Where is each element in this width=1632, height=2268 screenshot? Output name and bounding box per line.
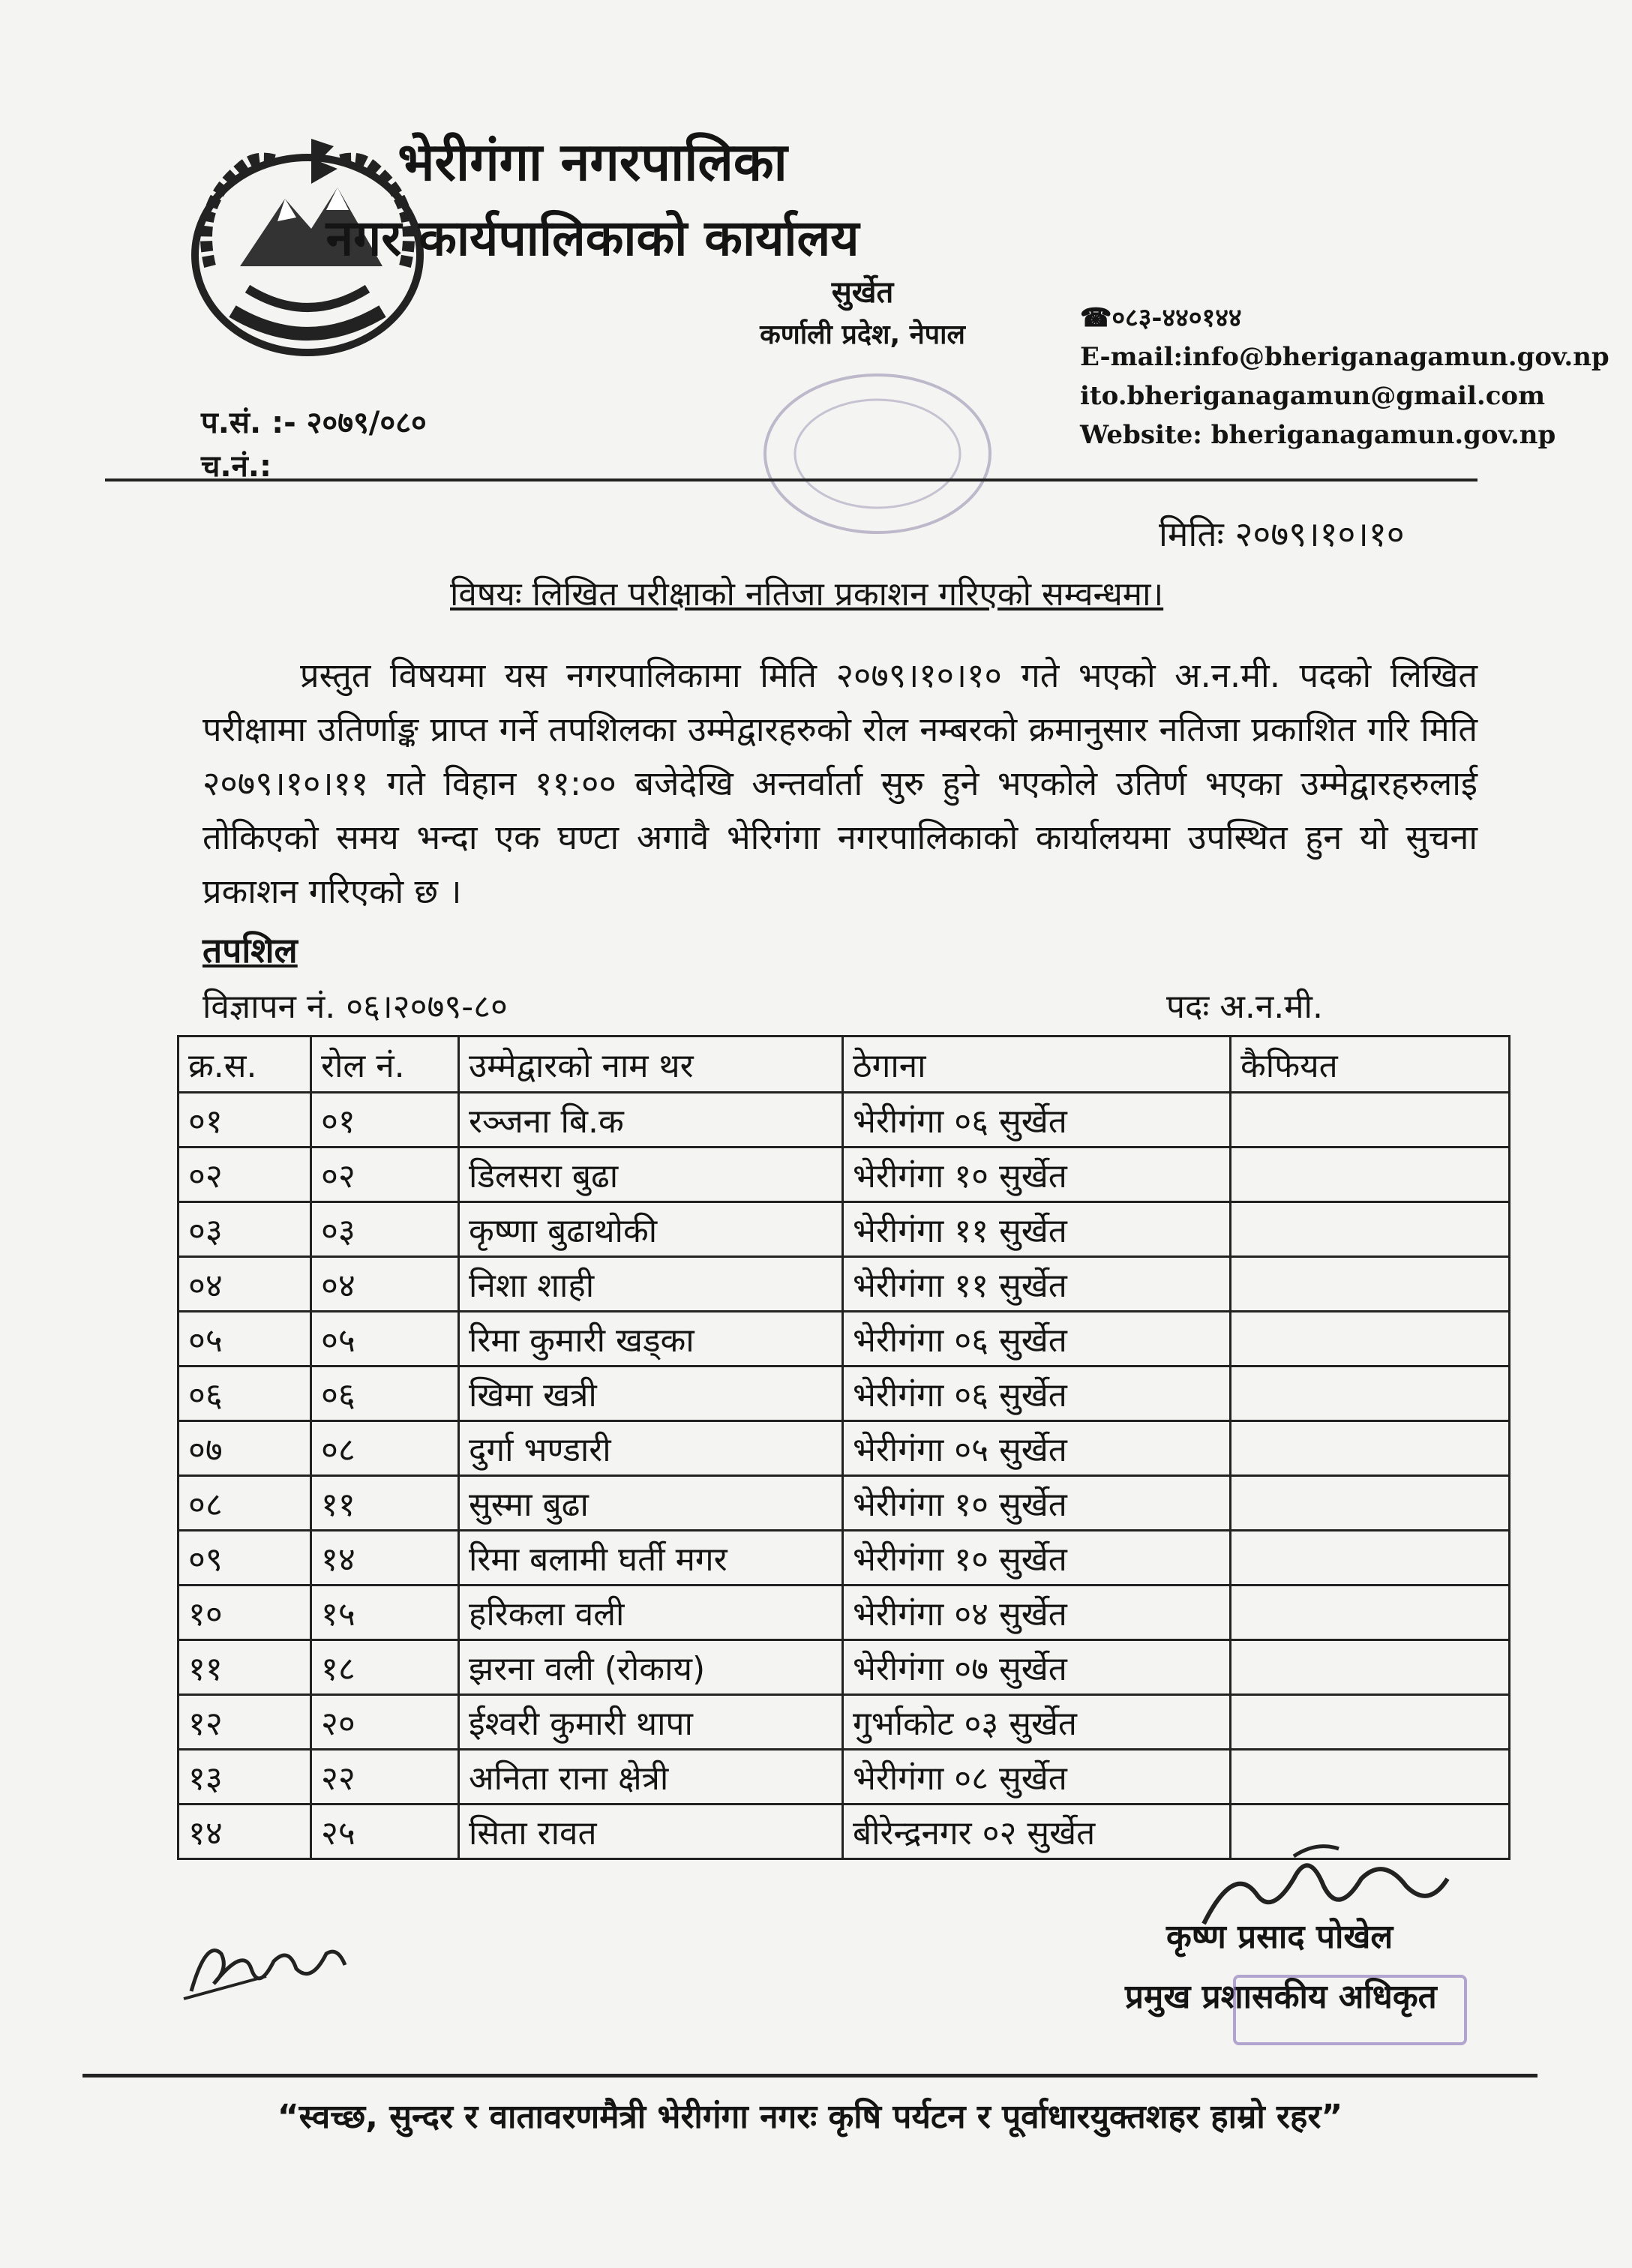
table-row (178, 1695, 1510, 1750)
cell-roll: १५ (311, 1586, 459, 1640)
office-stamp-icon (742, 360, 1012, 548)
cell-remarks (1231, 1257, 1510, 1312)
table-row (178, 1093, 1510, 1148)
city: सुर्खेत (831, 275, 894, 310)
cell-address: भेरीगंगा ०६ सुर्खेत (843, 1312, 1231, 1366)
cell-remarks (1231, 1312, 1510, 1366)
cell-sn: १० (178, 1586, 311, 1640)
details-heading: तपशिल (202, 930, 298, 970)
cell-roll: २० (311, 1695, 459, 1750)
signatory-designation: प्रमुख प्रशासकीय अधिकृत (1125, 1978, 1437, 2016)
table-row (178, 1257, 1510, 1312)
table-row (178, 1640, 1510, 1695)
cell-remarks (1231, 1531, 1510, 1586)
cell-roll: ०५ (311, 1312, 459, 1366)
cell-name: झरना वली (रोकाय) (459, 1640, 843, 1695)
cell-remarks (1231, 1421, 1510, 1476)
column-header-name: उम्मेद्वारको नाम थर (459, 1036, 843, 1093)
cell-address: भेरीगंगा ०५ सुर्खेत (843, 1421, 1231, 1476)
cell-roll: ०६ (311, 1366, 459, 1421)
table-row (178, 1202, 1510, 1257)
office-name: नगर कार्यपालिकाको कार्यालय (326, 209, 860, 267)
cell-remarks (1231, 1202, 1510, 1257)
cell-sn: ०३ (178, 1202, 311, 1257)
notice-body: प्रस्तुत विषयमा यस नगरपालिकामा मिति २०७९।१०।१० गते भएको अ.न.मी. पदको लिखित परीक्षामा उतिर्णाङ्क प्राप्त गर्ने तपशिलका उम्मेद्वारहरुको रोल नम्बरको क्रमानुसार नतिजा प्रकाशित गरि मिति २०७९।१०।११ गते विहान ११:०० बजेदेखि अन्तर्वार्ता सुरु हुने भएकोले उतिर्ण भएका उम्मेद्वारहरुलाई तोकिएको समय भन्दा एक घण्टा अगावै भेरिगंगा नगरपालिकाको कार्यालयमा उपस्थित हुन यो सुचना प्रकाशन गरिएको छ । (202, 656, 1478, 911)
cell-sn: १३ (178, 1750, 311, 1804)
column-header-remarks: कैफियत (1231, 1036, 1510, 1093)
cell-name: रिमा कुमारी खड्का (459, 1312, 843, 1366)
cell-name: सिता रावत (459, 1804, 843, 1859)
province: कर्णाली प्रदेश, नेपाल (760, 320, 965, 350)
cell-address: भेरीगंगा १० सुर्खेत (843, 1148, 1231, 1202)
column-header-roll: रोल नं. (311, 1036, 459, 1093)
table-row (178, 1421, 1510, 1476)
cell-address: भेरीगंगा ०७ सुर्खेत (843, 1640, 1231, 1695)
cell-name: डिलसरा बुढा (459, 1148, 843, 1202)
cell-roll: ०१ (311, 1093, 459, 1148)
table-row (178, 1366, 1510, 1421)
cell-address: भेरीगंगा ११ सुर्खेत (843, 1257, 1231, 1312)
cell-sn: १२ (178, 1695, 311, 1750)
cell-sn: ११ (178, 1640, 311, 1695)
footer-divider (82, 2074, 1538, 2078)
cell-roll: ०३ (311, 1202, 459, 1257)
website: Website: bheriganagamun.gov.np (1080, 420, 1556, 450)
signature-left-icon (176, 1924, 356, 2006)
signatory-name: कृष्ण प्रसाद पोखेल (1166, 1918, 1394, 1956)
cell-address: भेरीगंगा ०६ सुर्खेत (843, 1366, 1231, 1421)
column-header-address: ठेगाना (843, 1036, 1231, 1093)
table-row (178, 1531, 1510, 1586)
footer-slogan: “स्वच्छ, सुन्दर र वातावरणमैत्री भेरीगंगा नगरः कृषि पर्यटन र पूर्वाधारयुक्तशहर हाम्रो रहर” (277, 2098, 1343, 2136)
cell-roll: १४ (311, 1531, 459, 1586)
cell-name: रञ्जना बि.क (459, 1093, 843, 1148)
cell-sn: ०९ (178, 1531, 311, 1586)
post-name: पदः अ.न.मी. (1166, 988, 1323, 1026)
cell-name: ईश्वरी कुमारी थापा (459, 1695, 843, 1750)
cell-remarks (1231, 1640, 1510, 1695)
cell-name: कृष्णा बुढाथोकी (459, 1202, 843, 1257)
cell-remarks (1231, 1093, 1510, 1148)
header-divider (105, 478, 1478, 482)
cell-address: गुर्भाकोट ०३ सुर्खेत (843, 1695, 1231, 1750)
phone: ☎०८३-४४०१४४ (1080, 303, 1242, 333)
reference-block (201, 401, 427, 488)
cell-remarks (1231, 1750, 1510, 1804)
cell-address: भेरीगंगा ०४ सुर्खेत (843, 1586, 1231, 1640)
cell-name: सुस्मा बुढा (459, 1476, 843, 1531)
notice-subject: विषयः लिखित परीक्षाको नतिजा प्रकाशन गरिएको सम्वन्धमा। (450, 575, 1164, 614)
cell-roll: ०२ (311, 1148, 459, 1202)
cell-roll: २२ (311, 1750, 459, 1804)
cell-roll: ०४ (311, 1257, 459, 1312)
email-secondary: ito.bheriganagamun@gmail.com (1080, 381, 1546, 411)
cell-sn: ०२ (178, 1148, 311, 1202)
cell-address: बीरेन्द्रनगर ०२ सुर्खेत (843, 1804, 1231, 1859)
cell-name: खिमा खत्री (459, 1366, 843, 1421)
reference-number: प.सं. :- २०७९/०८० (201, 406, 427, 440)
cell-name: हरिकला वली (459, 1586, 843, 1640)
table-row (178, 1148, 1510, 1202)
cell-remarks (1231, 1148, 1510, 1202)
cell-roll: ०८ (311, 1421, 459, 1476)
contact-block (1080, 298, 1610, 454)
column-header-sn: क्र.स. (178, 1036, 311, 1093)
cell-roll: २५ (311, 1804, 459, 1859)
cell-name: अनिता राना क्षेत्री (459, 1750, 843, 1804)
cell-sn: १४ (178, 1804, 311, 1859)
results-table (177, 1035, 1510, 1860)
cell-sn: ०८ (178, 1476, 311, 1531)
cell-remarks (1231, 1586, 1510, 1640)
cell-name: दुर्गा भण्डारी (459, 1421, 843, 1476)
cell-address: भेरीगंगा ११ सुर्खेत (843, 1202, 1231, 1257)
cell-remarks (1231, 1366, 1510, 1421)
cell-sn: ०५ (178, 1312, 311, 1366)
table-row (178, 1750, 1510, 1804)
cell-sn: ०४ (178, 1257, 311, 1312)
cell-name: रिमा बलामी घर्ती मगर (459, 1531, 843, 1586)
org-name: भेरीगंगा नगरपालिका (398, 131, 788, 193)
table-row (178, 1312, 1510, 1366)
notice-date: मितिः २०७९।१०।१० (1159, 514, 1405, 554)
cell-address: भेरीगंगा ०८ सुर्खेत (843, 1750, 1231, 1804)
table-row (178, 1476, 1510, 1531)
cell-sn: ०१ (178, 1093, 311, 1148)
cell-name: निशा शाही (459, 1257, 843, 1312)
table-row (178, 1586, 1510, 1640)
email: E-mail:info@bheriganagamun.gov.np (1080, 342, 1610, 372)
cell-address: भेरीगंगा १० सुर्खेत (843, 1531, 1231, 1586)
cell-roll: १८ (311, 1640, 459, 1695)
cell-sn: ०७ (178, 1421, 311, 1476)
designation-stamp-icon (1230, 1969, 1470, 2051)
dispatch-number: च.नं.: (201, 449, 272, 484)
cell-roll: ११ (311, 1476, 459, 1531)
cell-address: भेरीगंगा ०६ सुर्खेत (843, 1093, 1231, 1148)
cell-address: भेरीगंगा १० सुर्खेत (843, 1476, 1231, 1531)
table-header-row (178, 1036, 1510, 1093)
cell-remarks (1231, 1476, 1510, 1531)
cell-remarks (1231, 1695, 1510, 1750)
advertisement-number: विज्ञापन नं. ०६।२०७९-८० (202, 988, 508, 1026)
cell-sn: ०६ (178, 1366, 311, 1421)
